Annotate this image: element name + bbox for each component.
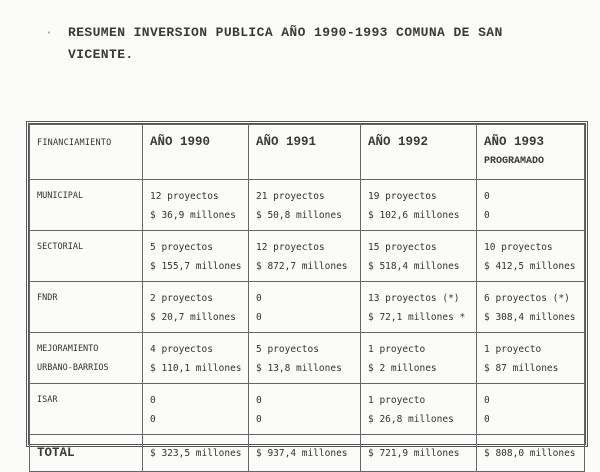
cell-text-line: PROGRAMADO — [484, 156, 545, 167]
total-1991: $ 937,4 millones — [249, 435, 361, 472]
cell-1990 — [143, 333, 249, 384]
title-line-2: VICENTE. — [68, 47, 134, 62]
table-row-municipal — [30, 180, 585, 231]
cell-text-line: AÑO 1991 — [256, 135, 317, 149]
cell-text-line: $ 26,8 millones — [368, 414, 454, 425]
cell-text-line: AÑO 1993 — [484, 135, 545, 149]
cell-text-line: $ 72,1 millones * — [368, 312, 466, 323]
cell-1993 — [477, 231, 585, 282]
row-label — [30, 333, 143, 384]
cell-text-line: 1 proyecto — [484, 344, 542, 355]
row-label — [30, 384, 143, 435]
total-1990: $ 323,5 millones — [143, 435, 249, 472]
cell-1993 — [477, 282, 585, 333]
bullet-mark: · — [45, 25, 54, 40]
cell-text-line: 19 proyectos — [368, 191, 437, 202]
cell-text-line: 10 proyectos — [484, 242, 553, 253]
cell-text-line: $ 20,7 millones — [150, 312, 236, 323]
document-title — [45, 22, 503, 66]
header-1992 — [361, 125, 477, 180]
cell-1990 — [143, 282, 249, 333]
cell-text-line: 12 proyectos — [256, 242, 325, 253]
cell-text-line: URBANO-BARRIOS — [37, 363, 109, 373]
cell-text-line: $ 110,1 millones — [150, 363, 242, 374]
cell-text-line: 0 — [150, 395, 156, 406]
row-label — [30, 180, 143, 231]
cell-1991 — [249, 180, 361, 231]
cell-text-line: 13 proyectos (*) — [368, 293, 460, 304]
cell-text-line: $ 155,7 millones — [150, 261, 242, 272]
cell-1993 — [477, 180, 585, 231]
cell-1992 — [361, 180, 477, 231]
cell-text-line: 5 proyectos — [150, 242, 213, 253]
cell-text-line: 0 — [484, 414, 490, 425]
cell-text-line: 6 proyectos (*) — [484, 293, 570, 304]
table-row-fndr — [30, 282, 585, 333]
header-financiamiento: FINANCIAMIENTO — [30, 125, 143, 180]
cell-text-line: ISAR — [37, 395, 58, 405]
cell-text-line: TOTAL — [37, 445, 75, 460]
cell-text-line: $ 412,5 millones — [484, 261, 576, 272]
table-header-row — [30, 125, 585, 180]
cell-text-line: $ 87 millones — [484, 363, 559, 374]
cell-text-line: $ 872,7 millones — [256, 261, 348, 272]
header-1991 — [249, 125, 361, 180]
cell-text-line: $ 102,6 millones — [368, 210, 460, 221]
cell-text-line: $ 308,4 millones — [484, 312, 576, 323]
cell-text-line: $ 50,8 millones — [256, 210, 342, 221]
cell-text-line: MEJORAMIENTO — [37, 344, 99, 354]
table-row-total — [30, 435, 585, 472]
total-1993: $ 808,0 millones — [477, 435, 585, 472]
cell-text-line: FNDR — [37, 293, 58, 303]
row-label — [30, 231, 143, 282]
header-1993 — [477, 125, 585, 180]
cell-1990 — [143, 231, 249, 282]
cell-text-line: 2 proyectos — [150, 293, 213, 304]
cell-text-line: 21 proyectos — [256, 191, 325, 202]
table-row-mejoramiento-urbano — [30, 333, 585, 384]
cell-1991 — [249, 282, 361, 333]
title-line-1: RESUMEN INVERSION PUBLICA AÑO 1990-1993 COMUNA DE SAN — [68, 25, 503, 40]
cell-text-line: 0 — [256, 293, 262, 304]
cell-text-line: AÑO 1990 — [150, 135, 211, 149]
investment-summary-table — [26, 121, 588, 460]
cell-text-line: 0 — [484, 191, 490, 202]
cell-1992 — [361, 231, 477, 282]
cell-1991 — [249, 333, 361, 384]
cell-text-line: 0 — [256, 395, 262, 406]
cell-1992 — [361, 282, 477, 333]
cell-1990 — [143, 180, 249, 231]
cell-text-line: 1 proyecto — [368, 395, 426, 406]
cell-text-line: $ 36,9 millones — [150, 210, 236, 221]
row-label — [30, 282, 143, 333]
cell-text-line: SECTORIAL — [37, 242, 84, 252]
cell-1991 — [249, 384, 361, 435]
cell-text-line: 0 — [484, 395, 490, 406]
cell-1991 — [249, 231, 361, 282]
cell-text-line: 0 — [256, 414, 262, 425]
cell-1990 — [143, 384, 249, 435]
total-1992: $ 721,9 millones — [361, 435, 477, 472]
cell-text-line: 0 — [256, 312, 262, 323]
cell-text-line: $ 518,4 millones — [368, 261, 460, 272]
cell-text-line: 5 proyectos — [256, 344, 319, 355]
cell-text-line: $ 13,8 millones — [256, 363, 342, 374]
cell-text-line: 4 proyectos — [150, 344, 213, 355]
header-1990 — [143, 125, 249, 180]
table-row-isar — [30, 384, 585, 435]
cell-text-line: MUNICIPAL — [37, 191, 84, 201]
table-row-sectorial — [30, 231, 585, 282]
cell-text-line: 1 proyecto — [368, 344, 426, 355]
cell-1992 — [361, 333, 477, 384]
cell-text-line: 0 — [484, 210, 490, 221]
cell-1992 — [361, 384, 477, 435]
cell-text-line: AÑO 1992 — [368, 135, 429, 149]
cell-text-line: 0 — [150, 414, 156, 425]
cell-text-line: 15 proyectos — [368, 242, 437, 253]
cell-text-line: 12 proyectos — [150, 191, 219, 202]
total-label — [30, 435, 143, 472]
cell-1993 — [477, 384, 585, 435]
cell-1993 — [477, 333, 585, 384]
cell-text-line: $ 2 millones — [368, 363, 437, 374]
